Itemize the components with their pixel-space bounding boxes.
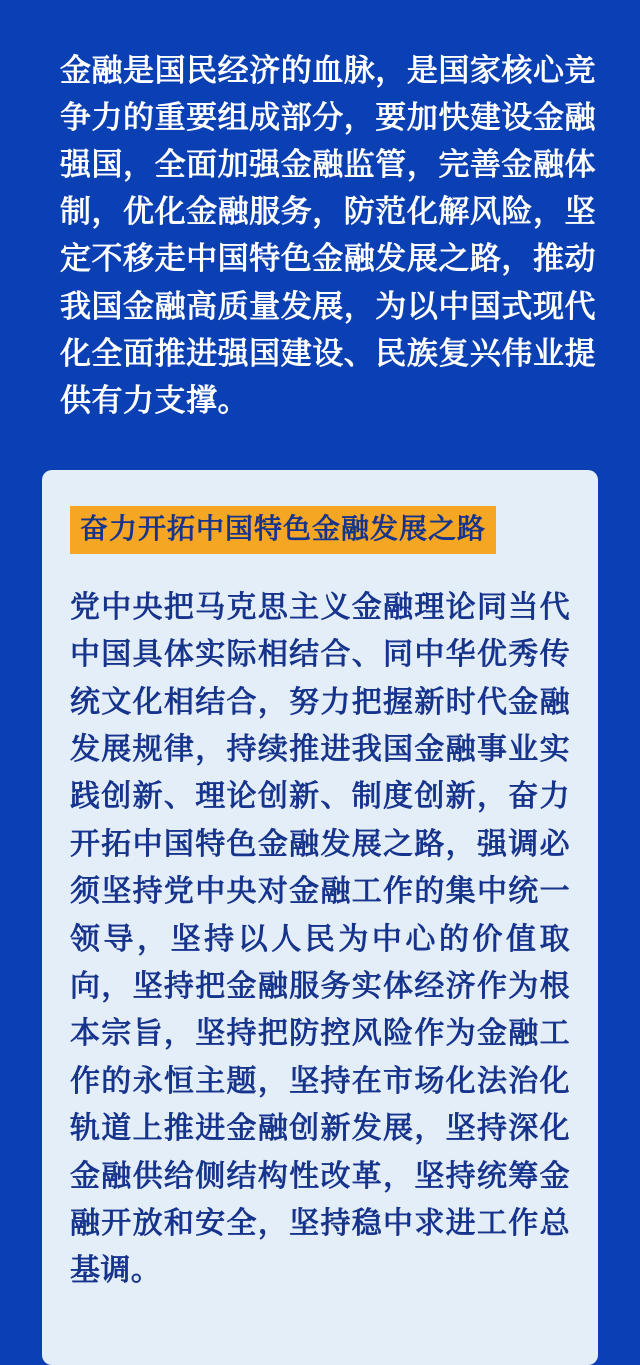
intro-paragraph: 金融是国民经济的血脉，是国家核心竞争力的重要组成部分，要加快建设金融强国，全面加强金融监管，完善金融体制，优化金融服务，防范化解风险，坚定不移走中国特色金融发展之路，推动我国金融高质量发展，为以中国式现代化全面推进强国建设、民族复兴伟业提供有力支撑。	[60, 53, 596, 418]
highlight-card	[42, 470, 598, 1365]
card-heading: 奋力开拓中国特色金融发展之路	[70, 506, 496, 554]
intro-section	[0, 0, 640, 424]
card-body-paragraph: 党中央把马克思主义金融理论同当代中国具体实际相结合、同中华优秀传统文化相结合，努力把握新时代金融发展规律，持续推进我国金融事业实践创新、理论创新、制度创新，奋力开拓中国特色金融发展之路，强调必须坚持党中央对金融工作的集中统一领导，坚持以人民为中心的价值取向，坚持把金融服务实体经济作为根本宗旨，坚持把防控风险作为金融工作的永恒主题，坚持在市场化法治化轨道上推进金融创新发展，坚持深化金融供给侧结构性改革，坚持统筹金融开放和安全，坚持稳中求进工作总基调。	[70, 590, 570, 1288]
card-heading-container	[70, 506, 570, 554]
